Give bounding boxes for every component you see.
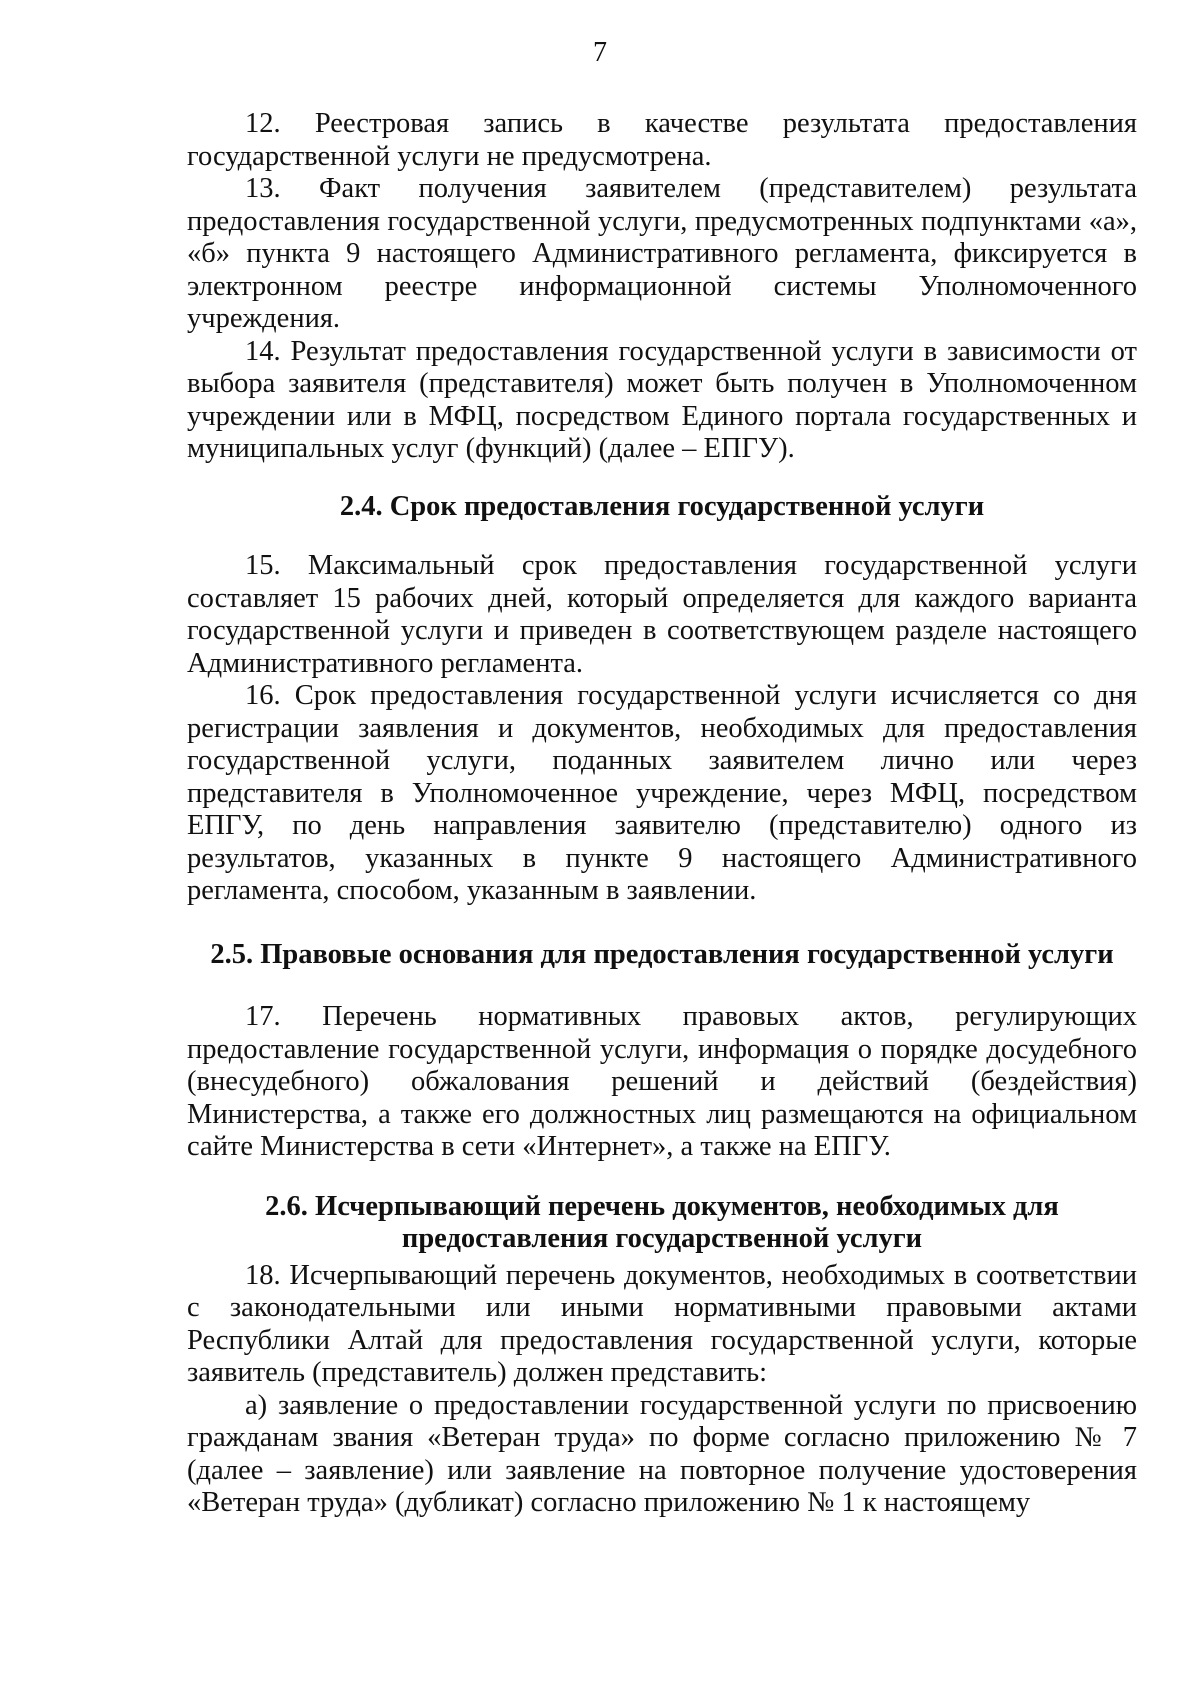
paragraph-16: 16. Срок предоставления государственной услуги исчисляется со дня регистрации заявления и документов, необходимых для предоставления государственной услуги, поданных заявителем лично или через представителя в Уполномоченное учреждение, через МФЦ, посредством ЕПГУ, по день направления заявителю (представителю) одного из результатов, указанных в пункте 9 настоящего Административного регламента, способом, указанным в заявлении. bbox=[187, 680, 1137, 906]
page-number: 7 bbox=[593, 37, 607, 68]
paragraph-17: 17. Перечень нормативных правовых актов, регулирующих предоставление государственной услуги, информация о порядке досудебного (внесудебного) обжалования решений и действий (бездействия) Министерства, а также его должностных лиц размещаются на официальном сайте Министерства в сети «Интернет», а также на ЕПГУ. bbox=[187, 1001, 1137, 1162]
paragraph-12: 12. Реестровая запись в качестве результата предоставления государственной услуги не предусмотрена. bbox=[187, 108, 1137, 172]
section-heading-2-6-line-1: 2.6. Исчерпывающий перечень документов, необходимых для bbox=[265, 1190, 1059, 1222]
section-heading-2-4: 2.4. Срок предоставления государственной услуги bbox=[339, 490, 985, 522]
paragraph-14: 14. Результат предоставления государственной услуги в зависимости от выбора заявителя (представителя) может быть получен в Уполномоченном учреждении или в МФЦ, посредством Единого портала государственных и муниципальных услуг (функций) (далее – ЕПГУ). bbox=[187, 335, 1137, 464]
section-heading-2-5: 2.5. Правовые основания для предоставления государственной услуги bbox=[210, 938, 1114, 970]
paragraph-15: 15. Максимальный срок предоставления государственной услуги составляет 15 рабочих дней, который определяется для каждого варианта государственной услуги и приведен в соответствующем разделе настоящего Административного регламента. bbox=[187, 550, 1137, 679]
document-body bbox=[187, 108, 1137, 1520]
paragraph-18-a: а) заявление о предоставлении государственной услуги по присвоению гражданам звания «Ветеран труда» по форме согласно приложению № 7 (далее – заявление) или заявление на повторное получение удостоверения «Ветеран труда» (дубликат) согласно приложению № 1 к настоящему bbox=[187, 1389, 1137, 1518]
section-heading-2-6-line-2: предоставления государственной услуги bbox=[401, 1223, 923, 1254]
paragraph-13: 13. Факт получения заявителем (представителем) результата предоставления государственной услуги, предусмотренных подпунктами «а», «б» пункта 9 настоящего Административного регламента, фиксируется в электронном реестре информационной системы Уполномоченного учреждения. bbox=[187, 173, 1137, 334]
section-heading-2-6 bbox=[187, 1191, 1137, 1256]
paragraph-18: 18. Исчерпывающий перечень документов, необходимых в соответствии с законодательными или иными нормативными правовыми актами Республики Алтай для предоставления государственной услуги, которые заявитель (представитель) должен представить: bbox=[187, 1259, 1137, 1388]
